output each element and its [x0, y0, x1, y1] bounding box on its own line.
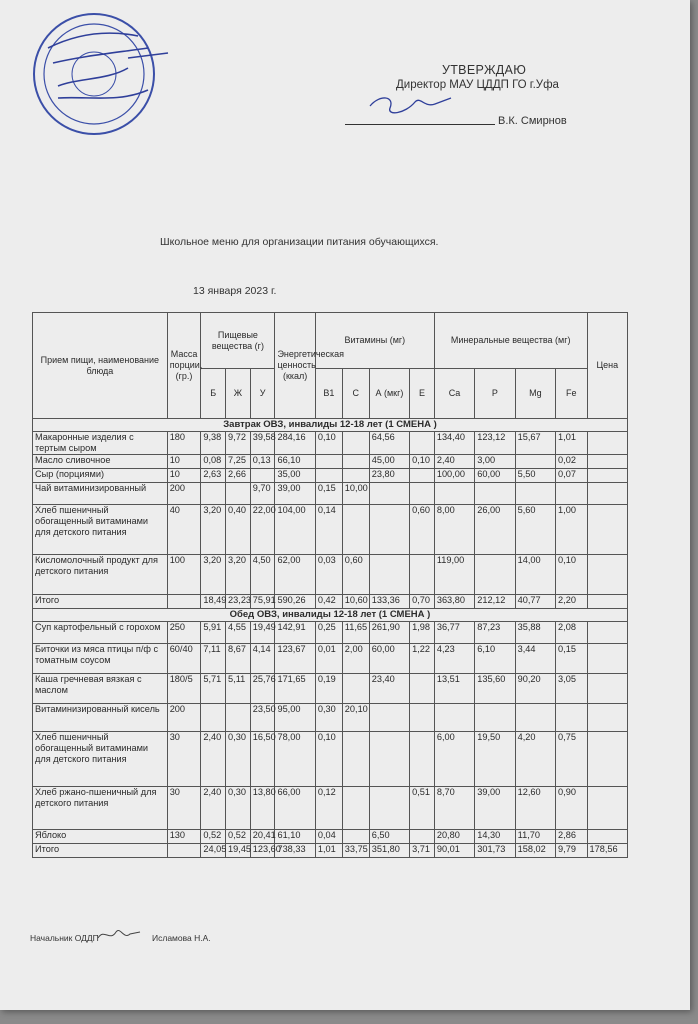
value-cell: 30 — [167, 732, 201, 787]
value-cell — [250, 469, 275, 483]
value-cell: 19,50 — [475, 732, 515, 787]
value-cell: 78,00 — [275, 732, 315, 787]
value-cell — [315, 469, 342, 483]
value-cell: 171,65 — [275, 674, 315, 704]
value-cell: 0,25 — [315, 622, 342, 644]
value-cell: 142,91 — [275, 622, 315, 644]
header-minerals: Минеральные вещества (мг) — [434, 313, 587, 369]
value-cell — [587, 555, 627, 595]
header-energy: Энергетическая ценность (ккал) — [275, 313, 315, 419]
value-cell — [556, 704, 587, 732]
value-cell: 64,56 — [369, 432, 409, 455]
table-row — [33, 787, 628, 830]
value-cell: 0,10 — [315, 432, 342, 455]
value-cell: 25,76 — [250, 674, 275, 704]
footer-position: Начальник ОДДП — [30, 933, 99, 943]
value-cell: 66,10 — [275, 455, 315, 469]
value-cell: 0,42 — [315, 595, 342, 609]
value-cell: 4,23 — [434, 644, 474, 674]
value-cell: 0,52 — [226, 830, 251, 844]
value-cell: 23,50 — [250, 704, 275, 732]
value-cell: 11,70 — [515, 830, 555, 844]
section-title: Обед ОВЗ, инвалиды 12-18 лет (1 СМЕНА ) — [33, 609, 628, 622]
header-vitamins: Витамины (мг) — [315, 313, 434, 369]
value-cell: 3,20 — [201, 555, 226, 595]
value-cell: 9,79 — [556, 844, 587, 858]
value-cell: 35,88 — [515, 622, 555, 644]
value-cell: 5,60 — [515, 505, 555, 555]
dish-name-cell: Яблоко — [33, 830, 168, 844]
value-cell — [167, 595, 201, 609]
table-row — [33, 469, 628, 483]
value-cell: 36,77 — [434, 622, 474, 644]
value-cell: 0,15 — [315, 483, 342, 505]
value-cell — [475, 483, 515, 505]
value-cell: 0,08 — [201, 455, 226, 469]
value-cell — [434, 483, 474, 505]
value-cell: 590,26 — [275, 595, 315, 609]
value-cell — [410, 830, 435, 844]
value-cell: 26,00 — [475, 505, 515, 555]
value-cell: 0,90 — [556, 787, 587, 830]
value-cell — [369, 483, 409, 505]
value-cell — [342, 674, 369, 704]
value-cell — [587, 622, 627, 644]
value-cell: 8,00 — [434, 505, 474, 555]
value-cell: 3,44 — [515, 644, 555, 674]
value-cell: 90,20 — [515, 674, 555, 704]
value-cell: 250 — [167, 622, 201, 644]
value-cell: 0,19 — [315, 674, 342, 704]
value-cell: 0,30 — [315, 704, 342, 732]
value-cell: 10,00 — [342, 483, 369, 505]
value-cell: 1,01 — [556, 432, 587, 455]
value-cell: 5,11 — [226, 674, 251, 704]
value-cell: 13,51 — [434, 674, 474, 704]
signature-line — [345, 124, 495, 125]
value-cell — [515, 455, 555, 469]
value-cell: 2,40 — [434, 455, 474, 469]
value-cell: 130 — [167, 830, 201, 844]
value-cell: 39,58 — [250, 432, 275, 455]
header-mass: Масса порции, (гр.) — [167, 313, 201, 419]
value-cell: 123,67 — [275, 644, 315, 674]
value-cell — [410, 469, 435, 483]
dish-name-cell: Чай витаминизированный — [33, 483, 168, 505]
value-cell: 0,75 — [556, 732, 587, 787]
value-cell: 0,12 — [315, 787, 342, 830]
value-cell: 104,00 — [275, 505, 315, 555]
value-cell: 90,01 — [434, 844, 474, 858]
value-cell — [201, 704, 226, 732]
value-cell: 1,22 — [410, 644, 435, 674]
value-cell — [226, 483, 251, 505]
value-cell: 60,00 — [475, 469, 515, 483]
value-cell: 10,60 — [342, 595, 369, 609]
value-cell: 3,05 — [556, 674, 587, 704]
value-cell: 95,00 — [275, 704, 315, 732]
value-cell: 60/40 — [167, 644, 201, 674]
value-cell — [342, 469, 369, 483]
table-row — [33, 483, 628, 505]
value-cell — [342, 787, 369, 830]
value-cell — [226, 704, 251, 732]
value-cell: 4,50 — [250, 555, 275, 595]
value-cell — [434, 704, 474, 732]
value-cell — [410, 432, 435, 455]
table-row — [33, 432, 628, 455]
value-cell — [369, 555, 409, 595]
value-cell: 180 — [167, 432, 201, 455]
value-cell: 100,00 — [434, 469, 474, 483]
header-b1: B1 — [315, 369, 342, 419]
value-cell: 7,25 — [226, 455, 251, 469]
value-cell: 2,40 — [201, 787, 226, 830]
value-cell — [515, 704, 555, 732]
header-zh: Ж — [226, 369, 251, 419]
value-cell: 30 — [167, 787, 201, 830]
value-cell: 261,90 — [369, 622, 409, 644]
value-cell: 301,73 — [475, 844, 515, 858]
value-cell — [342, 432, 369, 455]
value-cell — [587, 704, 627, 732]
header-e: Е — [410, 369, 435, 419]
value-cell — [369, 787, 409, 830]
value-cell: 4,20 — [515, 732, 555, 787]
value-cell: 0,14 — [315, 505, 342, 555]
value-cell — [369, 704, 409, 732]
value-cell: 2,20 — [556, 595, 587, 609]
value-cell — [410, 483, 435, 505]
value-cell: 10 — [167, 469, 201, 483]
value-cell — [587, 483, 627, 505]
value-cell: 0,30 — [226, 732, 251, 787]
value-cell — [587, 432, 627, 455]
value-cell: 15,67 — [515, 432, 555, 455]
dish-name-cell: Масло сливочное — [33, 455, 168, 469]
value-cell — [410, 674, 435, 704]
table-row — [33, 674, 628, 704]
value-cell: 0,51 — [410, 787, 435, 830]
value-cell: 19,49 — [250, 622, 275, 644]
header-ca: Ca — [434, 369, 474, 419]
value-cell: 5,71 — [201, 674, 226, 704]
boss-signature — [94, 924, 142, 946]
value-cell: 10 — [167, 455, 201, 469]
value-cell: 134,40 — [434, 432, 474, 455]
header-nutrients: Пищевые вещества (г) — [201, 313, 275, 369]
header-price: Цена — [587, 313, 627, 419]
value-cell — [369, 505, 409, 555]
value-cell: 8,67 — [226, 644, 251, 674]
value-cell — [587, 469, 627, 483]
value-cell: 4,14 — [250, 644, 275, 674]
value-cell: 351,80 — [369, 844, 409, 858]
table-row — [33, 732, 628, 787]
dish-name-cell: Итого — [33, 844, 168, 858]
value-cell: 133,36 — [369, 595, 409, 609]
value-cell: 62,00 — [275, 555, 315, 595]
table-row — [33, 830, 628, 844]
header-b: Б — [201, 369, 226, 419]
dish-name-cell: Кисломолочный продукт для детского питания — [33, 555, 168, 595]
value-cell — [167, 844, 201, 858]
value-cell: 18,49 — [201, 595, 226, 609]
value-cell: 23,40 — [369, 674, 409, 704]
value-cell: 1,98 — [410, 622, 435, 644]
table-row — [33, 505, 628, 555]
value-cell: 0,60 — [342, 555, 369, 595]
value-cell — [587, 455, 627, 469]
table-row — [33, 555, 628, 595]
value-cell — [587, 644, 627, 674]
value-cell: 2,40 — [201, 732, 226, 787]
value-cell — [587, 674, 627, 704]
value-cell: 60,00 — [369, 644, 409, 674]
value-cell: 0,02 — [556, 455, 587, 469]
value-cell: 33,75 — [342, 844, 369, 858]
value-cell — [315, 455, 342, 469]
value-cell: 20,80 — [434, 830, 474, 844]
value-cell: 0,07 — [556, 469, 587, 483]
header-fe: Fe — [556, 369, 587, 419]
value-cell: 2,66 — [226, 469, 251, 483]
value-cell: 123,12 — [475, 432, 515, 455]
value-cell: 24,05 — [201, 844, 226, 858]
header-u: У — [250, 369, 275, 419]
section-row — [33, 419, 628, 432]
value-cell: 0,04 — [315, 830, 342, 844]
value-cell — [475, 704, 515, 732]
value-cell — [410, 704, 435, 732]
value-cell: 23,80 — [369, 469, 409, 483]
dish-name-cell: Хлеб пшеничный обогащенный витаминами для детского питания — [33, 732, 168, 787]
value-cell: 20,10 — [342, 704, 369, 732]
value-cell: 363,80 — [434, 595, 474, 609]
value-cell — [587, 732, 627, 787]
value-cell — [587, 505, 627, 555]
value-cell: 119,00 — [434, 555, 474, 595]
value-cell: 66,00 — [275, 787, 315, 830]
value-cell: 0,10 — [315, 732, 342, 787]
value-cell: 178,56 — [587, 844, 627, 858]
value-cell: 23,23 — [226, 595, 251, 609]
dish-name-cell: Макаронные изделия с тертым сыром — [33, 432, 168, 455]
value-cell: 2,00 — [342, 644, 369, 674]
value-cell: 9,70 — [250, 483, 275, 505]
value-cell: 87,23 — [475, 622, 515, 644]
dish-name-cell: Витаминизированный кисель — [33, 704, 168, 732]
value-cell — [515, 483, 555, 505]
value-cell: 16,50 — [250, 732, 275, 787]
value-cell: 3,71 — [410, 844, 435, 858]
table-row — [33, 704, 628, 732]
value-cell: 4,55 — [226, 622, 251, 644]
value-cell — [342, 455, 369, 469]
value-cell: 1,01 — [315, 844, 342, 858]
value-cell: 100 — [167, 555, 201, 595]
value-cell: 13,80 — [250, 787, 275, 830]
value-cell: 7,11 — [201, 644, 226, 674]
value-cell — [342, 830, 369, 844]
dish-name-cell: Хлеб ржано-пшеничный для детского питания — [33, 787, 168, 830]
value-cell: 3,20 — [226, 555, 251, 595]
value-cell: 3,00 — [475, 455, 515, 469]
value-cell: 39,00 — [275, 483, 315, 505]
value-cell: 19,45 — [226, 844, 251, 858]
value-cell — [587, 595, 627, 609]
table-row — [33, 595, 628, 609]
value-cell: 9,72 — [226, 432, 251, 455]
dish-name-cell: Хлеб пшеничный обогащенный витаминами для детского питания — [33, 505, 168, 555]
table-row — [33, 455, 628, 469]
header-c: C — [342, 369, 369, 419]
section-row — [33, 609, 628, 622]
header-mg: Mg — [515, 369, 555, 419]
value-cell: 14,30 — [475, 830, 515, 844]
value-cell: 75,91 — [250, 595, 275, 609]
value-cell: 6,00 — [434, 732, 474, 787]
approval-position: Директор МАУ ЦДДП ГО г.Уфа — [396, 79, 559, 91]
menu-table — [32, 312, 628, 858]
value-cell — [587, 830, 627, 844]
value-cell: 5,50 — [515, 469, 555, 483]
value-cell: 0,10 — [556, 555, 587, 595]
value-cell: 8,70 — [434, 787, 474, 830]
table-row — [33, 622, 628, 644]
header-a: А (мкг) — [369, 369, 409, 419]
value-cell: 180/5 — [167, 674, 201, 704]
value-cell: 200 — [167, 483, 201, 505]
dish-name-cell: Биточки из мяса птицы п/ф с томатным соусом — [33, 644, 168, 674]
value-cell: 0,10 — [410, 455, 435, 469]
value-cell: 0,52 — [201, 830, 226, 844]
value-cell: 1,00 — [556, 505, 587, 555]
section-title: Завтрак ОВЗ, инвалиды 12-18 лет (1 СМЕНА ) — [33, 419, 628, 432]
value-cell: 39,00 — [475, 787, 515, 830]
value-cell: 0,30 — [226, 787, 251, 830]
value-cell — [342, 732, 369, 787]
value-cell — [369, 732, 409, 787]
value-cell: 40,77 — [515, 595, 555, 609]
value-cell — [587, 787, 627, 830]
value-cell: 158,02 — [515, 844, 555, 858]
value-cell — [410, 555, 435, 595]
value-cell: 11,65 — [342, 622, 369, 644]
value-cell — [410, 732, 435, 787]
value-cell: 0,01 — [315, 644, 342, 674]
dish-name-cell: Каша гречневая вязкая с маслом — [33, 674, 168, 704]
value-cell: 22,00 — [250, 505, 275, 555]
dish-name-cell: Сыр (порциями) — [33, 469, 168, 483]
dish-name-cell: Суп картофельный с горохом — [33, 622, 168, 644]
value-cell: 12,60 — [515, 787, 555, 830]
value-cell: 0,60 — [410, 505, 435, 555]
value-cell: 5,91 — [201, 622, 226, 644]
value-cell: 35,00 — [275, 469, 315, 483]
value-cell: 200 — [167, 704, 201, 732]
value-cell: 61,10 — [275, 830, 315, 844]
value-cell: 123,60 — [250, 844, 275, 858]
value-cell: 0,13 — [250, 455, 275, 469]
value-cell: 284,16 — [275, 432, 315, 455]
value-cell — [556, 483, 587, 505]
value-cell: 0,03 — [315, 555, 342, 595]
value-cell: 45,00 — [369, 455, 409, 469]
value-cell: 0,40 — [226, 505, 251, 555]
value-cell: 0,70 — [410, 595, 435, 609]
value-cell: 3,20 — [201, 505, 226, 555]
approval-signer: В.К. Смирнов — [498, 115, 567, 127]
value-cell: 2,86 — [556, 830, 587, 844]
value-cell: 212,12 — [475, 595, 515, 609]
seal-stamp — [28, 8, 160, 140]
footer-name: Исламова Н.А. — [152, 933, 211, 943]
value-cell: 6,50 — [369, 830, 409, 844]
header-name: Прием пищи, наименование блюда — [33, 313, 168, 419]
value-cell: 0,15 — [556, 644, 587, 674]
value-cell: 9,38 — [201, 432, 226, 455]
header-p: P — [475, 369, 515, 419]
approval-header: УТВЕРЖДАЮ — [442, 63, 527, 77]
document-title: Школьное меню для организации питания обучающихся. — [160, 236, 439, 248]
value-cell: 6,10 — [475, 644, 515, 674]
value-cell — [342, 505, 369, 555]
value-cell: 2,08 — [556, 622, 587, 644]
value-cell: 2,63 — [201, 469, 226, 483]
table-row — [33, 844, 628, 858]
dish-name-cell: Итого — [33, 595, 168, 609]
value-cell: 40 — [167, 505, 201, 555]
table-row — [33, 644, 628, 674]
value-cell: 20,41 — [250, 830, 275, 844]
value-cell — [201, 483, 226, 505]
value-cell: 135,60 — [475, 674, 515, 704]
value-cell: 14,00 — [515, 555, 555, 595]
value-cell — [475, 555, 515, 595]
document-date: 13 января 2023 г. — [193, 285, 277, 297]
value-cell: 738,33 — [275, 844, 315, 858]
